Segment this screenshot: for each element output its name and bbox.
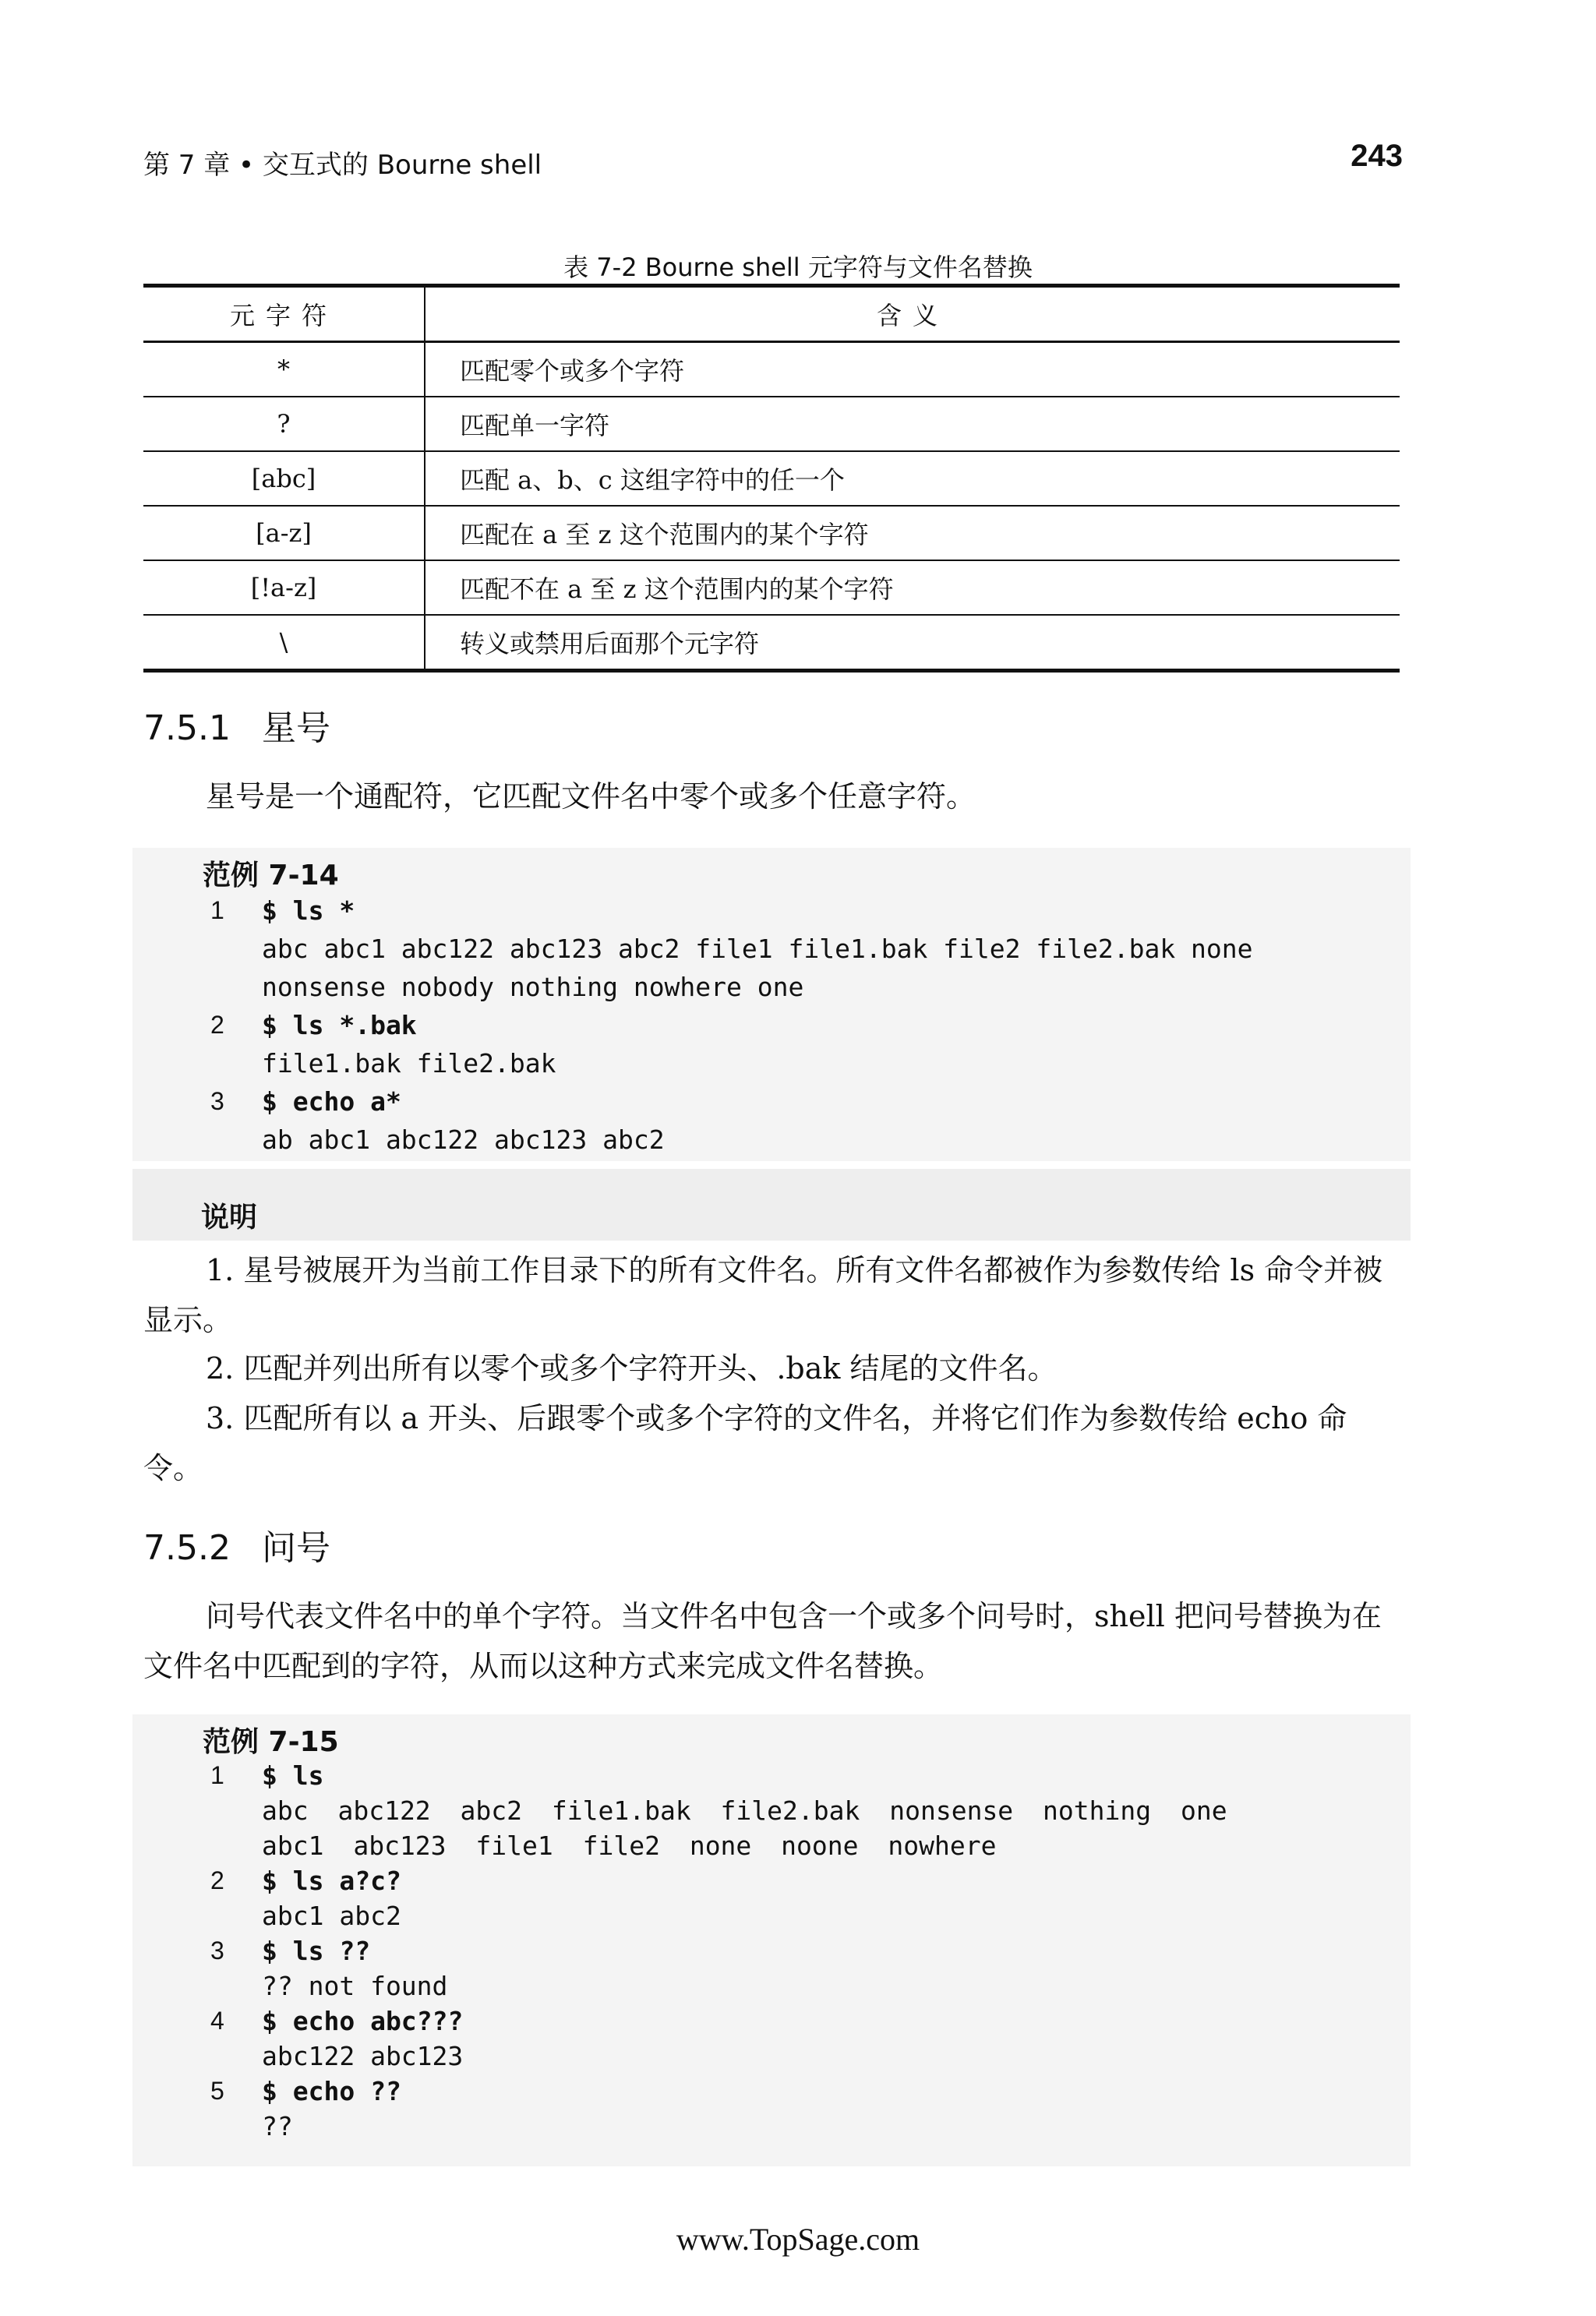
section-intro: 星号是一个通配符，它匹配文件名中零个或多个任意字符。 [206,779,976,814]
code-line [132,930,1411,968]
meaning-cell: 匹配不在 a 至 z 这个范围内的某个字符 [425,560,1400,615]
line-number: 1 [210,896,224,924]
table-row [143,397,1400,451]
code-line [132,1863,1411,1898]
code-line [132,1758,1411,1793]
code-line [132,968,1411,1006]
code-text: abc1 abc2 [262,1901,401,1931]
symbol-cell: [!a-z] [143,560,425,615]
section-intro: 问号代表文件名中的单个字符。当文件名中包含一个或多个问号时，shell 把问号替换为在文件名中匹配到的字符，从而以这种方式来完成文件名替换。 [143,1599,1382,1683]
example-title: 范例 7-15 [203,1726,339,1758]
section-number: 7.5.2 [143,1528,231,1568]
section-number: 7.5.1 [143,708,231,748]
code-line [132,1044,1411,1082]
code-line [132,2004,1411,2039]
symbol-cell: * [143,342,425,397]
footer-url: www.TopSage.com [676,2222,920,2257]
code-text: ?? [262,2111,293,2141]
note-box [132,1169,1411,1241]
code-line [132,1933,1411,1968]
code-line [132,1793,1411,1828]
symbol-cell: ? [143,397,425,451]
example-title: 范例 7-14 [203,860,339,891]
line-number: 2 [210,1866,224,1894]
symbol-cell: [abc] [143,451,425,506]
code-text: abc122 abc123 [262,2041,464,2071]
code-text: $ ls a?c? [262,1866,401,1896]
note-item: 3. 匹配所有以 a 开头、后跟零个或多个字符的文件名，并将它们作为参数传给 echo 命令。 [143,1401,1347,1485]
code-line [132,1006,1411,1044]
code-text: $ ls * [262,895,355,926]
code-line [132,2039,1411,2074]
note-title: 说明 [201,1202,258,1234]
metacharacter-table [143,284,1400,673]
code-text: ab abc1 abc122 abc123 abc2 [262,1124,665,1155]
code-line [132,1968,1411,2004]
line-number: 2 [210,1011,224,1039]
code-text: $ ls [262,1760,324,1791]
table-header-row [143,286,1400,342]
table-caption: 表 7-2 Bourne shell 元字符与文件名替换 [563,252,1033,282]
code-text: $ echo abc??? [262,2006,464,2036]
table-row [143,615,1400,671]
section-heading [143,1520,330,1569]
chapter-header: 第 7 章 • 交互式的 Bourne shell [143,150,542,181]
symbol-cell: [a-z] [143,506,425,560]
meaning-cell: 匹配零个或多个字符 [425,342,1400,397]
table-row [143,560,1400,615]
note-item: 1. 星号被展开为当前工作目录下的所有文件名。所有文件名都被作为参数传给 ls 命令并被显示。 [143,1253,1383,1337]
code-line [132,1121,1411,1159]
note-item: 2. 匹配并列出所有以零个或多个字符开头、.bak 结尾的文件名。 [206,1351,1058,1386]
line-number: 4 [210,2007,224,2035]
line-number: 1 [210,1761,224,1789]
code-text: $ ls ?? [262,1936,371,1966]
code-text: abc abc1 abc122 abc123 abc2 file1 file1.bak file2 file2.bak none [262,934,1253,964]
meaning-cell: 匹配单一字符 [425,397,1400,451]
code-line [132,2074,1411,2109]
section-title: 星号 [261,708,330,748]
symbol-cell: \ [143,615,425,671]
table-row [143,451,1400,506]
code-text: abc abc122 abc2 file1.bak file2.bak nonsense nothing one [262,1795,1227,1826]
code-line [132,1898,1411,1933]
header-meaning: 含义 [425,286,1400,342]
code-line [132,2109,1411,2144]
line-number: 3 [210,1936,224,1965]
code-text: abc1 abc123 file1 file2 none noone nowhere [262,1831,997,1861]
code-line [132,1082,1411,1121]
section-heading [143,700,330,750]
code-text: ?? not found [262,1971,448,2001]
code-text: nonsense nobody nothing nowhere one [262,972,804,1002]
code-text: $ echo ?? [262,2076,401,2106]
example-block [132,848,1411,1161]
code-line [132,891,1411,930]
code-line [132,1828,1411,1863]
section-title: 问号 [261,1528,330,1568]
code-text: file1.bak file2.bak [262,1048,556,1079]
meaning-cell: 匹配 a、b、c 这组字符中的任一个 [425,451,1400,506]
code-text: $ ls *.bak [262,1010,417,1040]
meaning-cell: 匹配在 a 至 z 这个范围内的某个字符 [425,506,1400,560]
header-symbol: 元字符 [143,286,425,342]
line-number: 5 [210,2077,224,2105]
code-text: $ echo a* [262,1086,401,1117]
table-row [143,506,1400,560]
line-number: 3 [210,1087,224,1115]
meaning-cell: 转义或禁用后面那个元字符 [425,615,1400,671]
table-row [143,342,1400,397]
page-number: 243 [1351,139,1403,173]
example-block [132,1714,1411,2166]
